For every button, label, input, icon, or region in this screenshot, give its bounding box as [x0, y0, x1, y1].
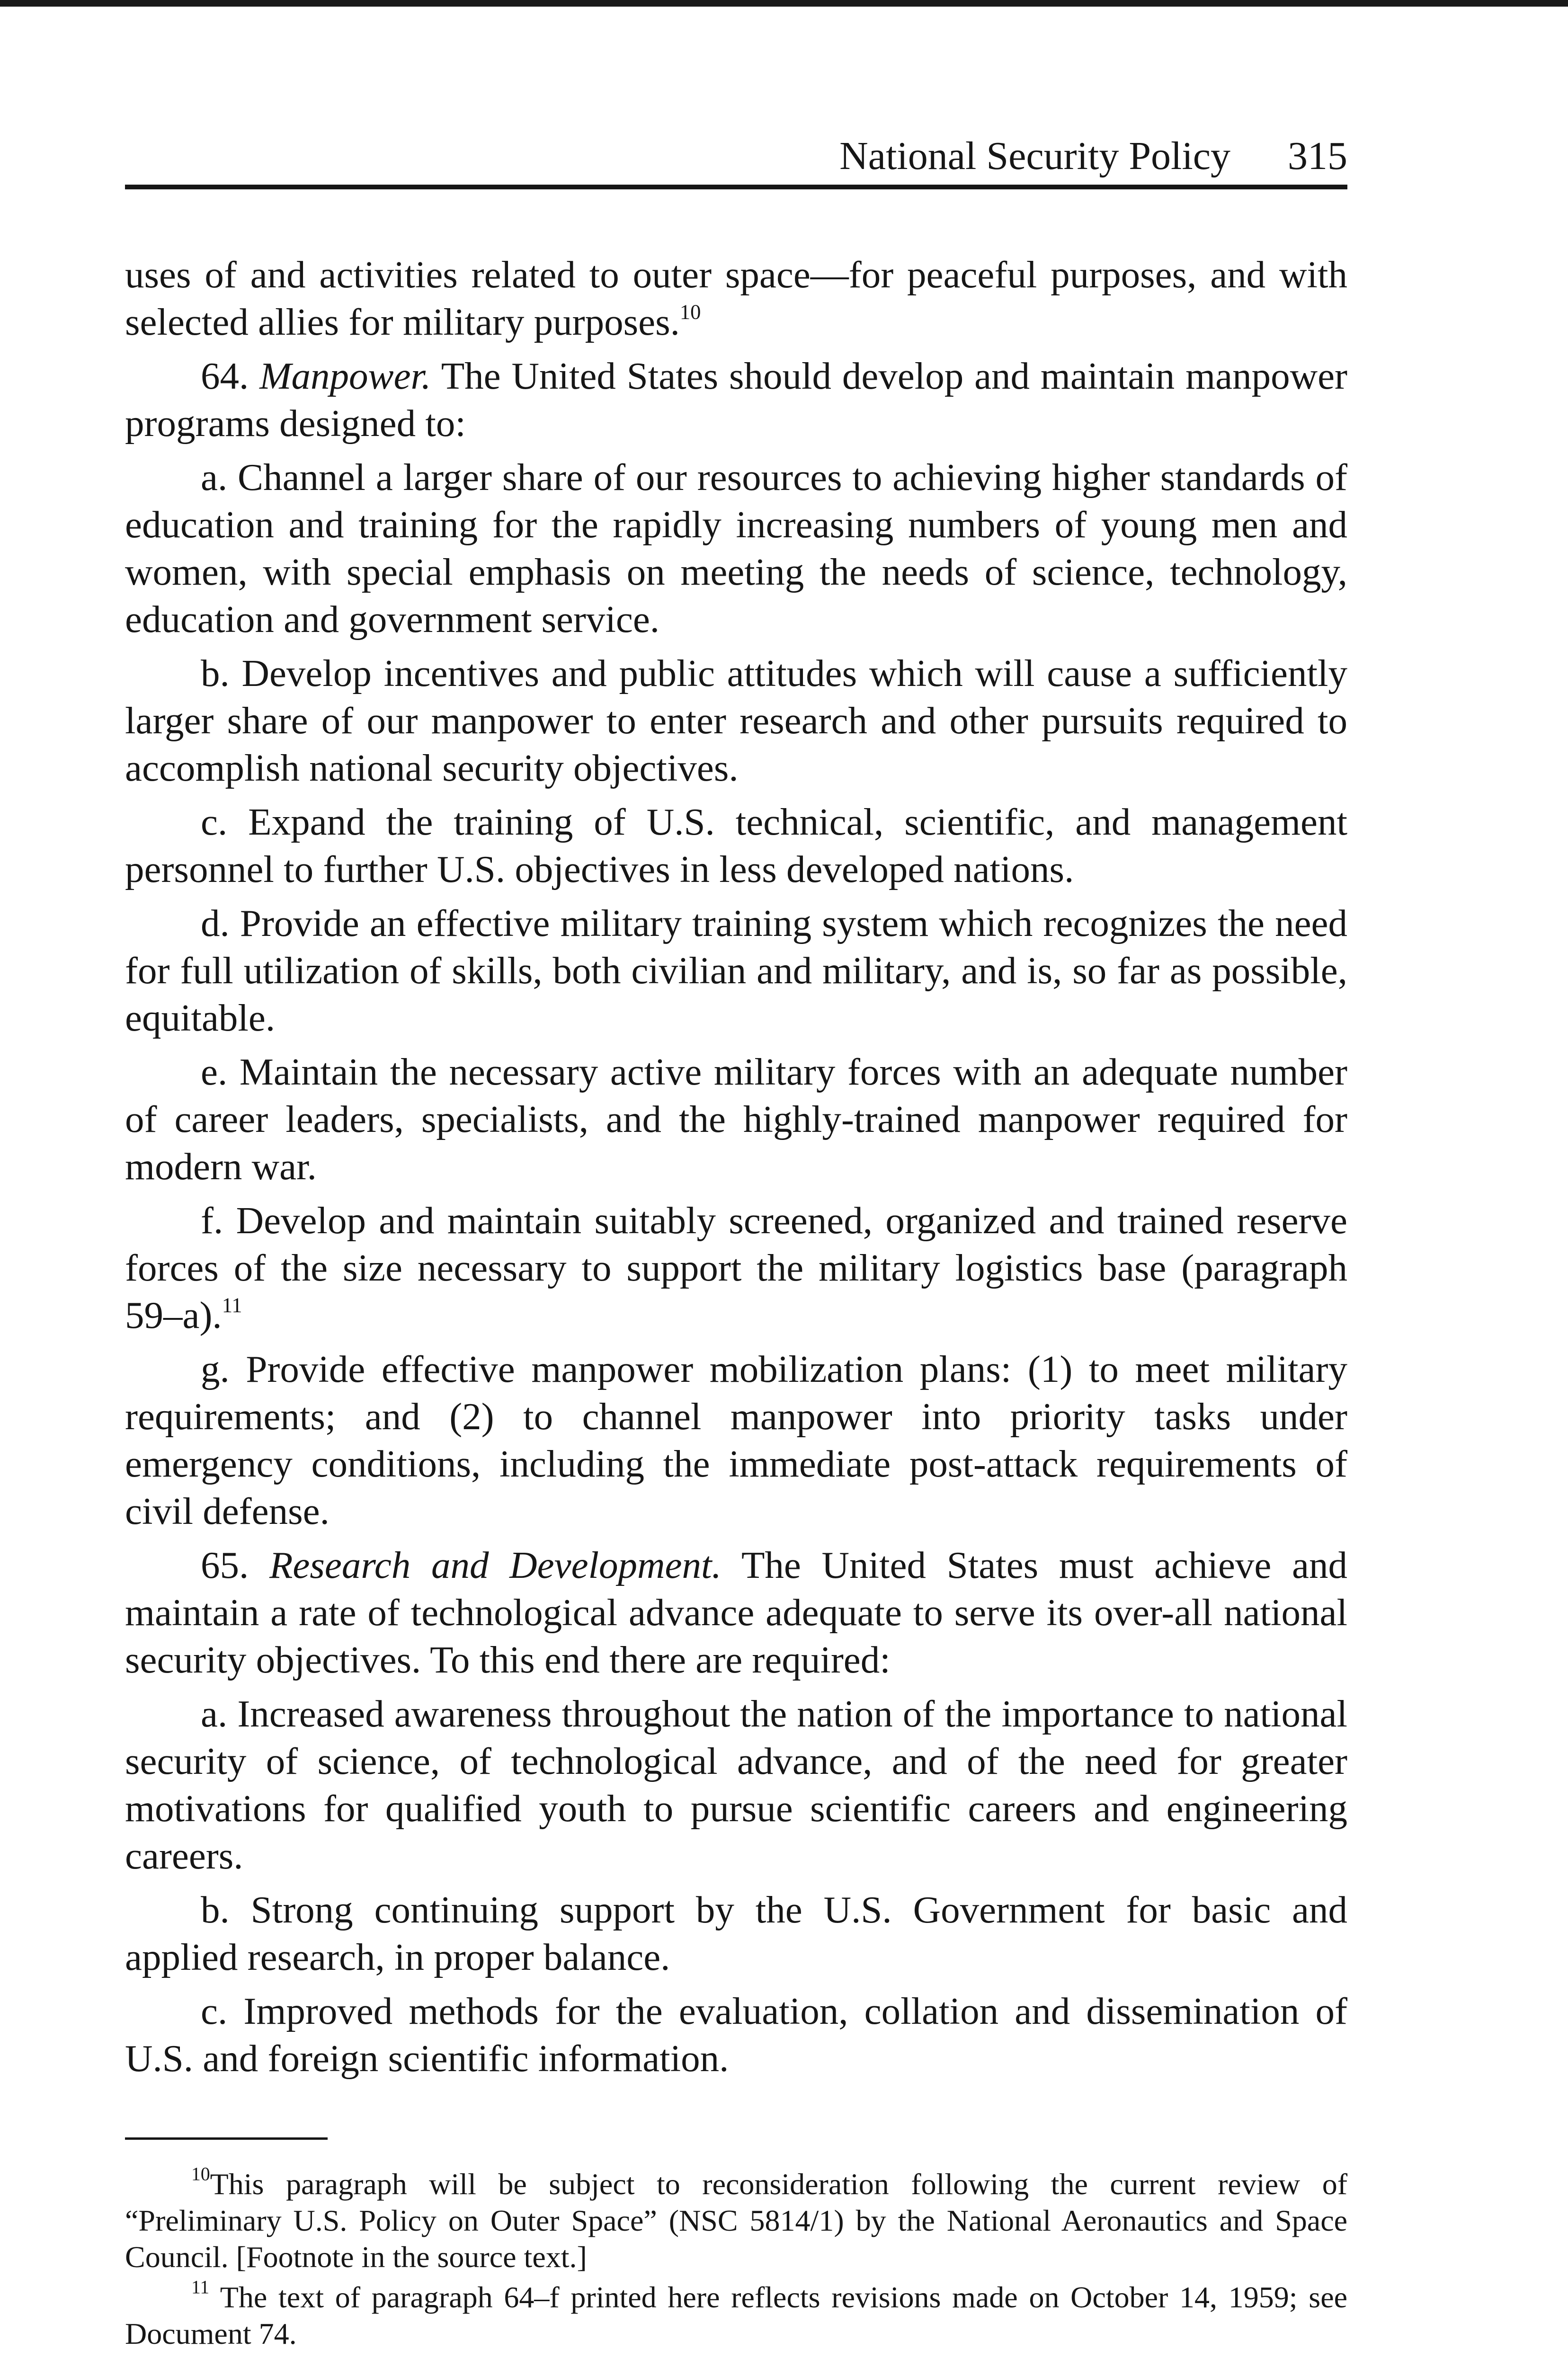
- paragraph-64f: [125, 1197, 1347, 1339]
- running-title: National Security Policy: [839, 134, 1230, 178]
- paragraph-outer-space-continued: [125, 251, 1347, 346]
- paragraph-64d: d. Provide an effective military training system which recognizes the need for full utilization of skills, both civilian and military, and is, so far as possible, equitable.: [125, 902, 1347, 1039]
- paragraph-heading: Manpower.: [259, 355, 431, 397]
- footnote-text: The text of paragraph 64–f printed here reflects revisions made on October 14, 1959; see Document 74.: [125, 2280, 1347, 2350]
- footnotes: [125, 2163, 1347, 2356]
- paragraph-64b: b. Develop incentives and public attitudes which will cause a sufficiently larger share of our manpower to enter research and other pursuits required to accomplish national security objectives.: [125, 652, 1347, 789]
- main-text: [125, 251, 1347, 2089]
- paragraph-64c: c. Expand the training of U.S. technical, scientific, and management personnel to further U.S. objectives in less developed nations.: [125, 801, 1347, 890]
- footnote-reference-11: 11: [222, 1293, 242, 1317]
- paragraph-64-manpower: [125, 352, 1347, 447]
- paragraph-65-research: [125, 1541, 1347, 1683]
- paragraph-text: f. Develop and maintain suitably screened, organized and trained reserve forces of the size necessary to support the military logistics base (paragraph 59–a).: [125, 1199, 1347, 1336]
- page-top-edge: [0, 0, 1568, 7]
- header-rule: [125, 185, 1347, 189]
- paragraph-text: The United States should develop and maintain manpower programs designed to:: [125, 355, 1347, 445]
- paragraph-65a: a. Increased awareness throughout the nation of the importance to national security of science, of technological advance, and of the need for greater motivations for qualified youth to pursue scientific careers and engineering careers.: [125, 1692, 1347, 1877]
- paragraph-text: The United States must achieve and maintain a rate of technological advance adequate to serve its over-all national security objectives. To this end there are required:: [125, 1544, 1348, 1681]
- footnote-text: This paragraph will be subject to reconsideration following the current review of “Preliminary U.S. Policy on Outer Space” (NSC 5814/1) by the National Aeronautics and Space Council. [Footnote in the source text.]: [125, 2167, 1347, 2274]
- paragraph-64a: a. Channel a larger share of our resources to achieving higher standards of education and training for the rapidly increasing numbers of young men and women, with special emphasis on meeting the needs of science, technology, education and government service.: [125, 456, 1347, 641]
- paragraph-64g: g. Provide effective manpower mobilization plans: (1) to meet military requirements; and (2) to channel manpower into priority tasks under emergency conditions, including the immediate post-attack requirements of civil defense.: [125, 1348, 1347, 1532]
- paragraph-heading: Research and Development.: [269, 1544, 722, 1586]
- footnote-marker: 10: [191, 2163, 210, 2185]
- page-number: 315: [1288, 134, 1347, 178]
- paragraph-64e: e. Maintain the necessary active military forces with an adequate number of career leaders, specialists, and the highly-trained manpower required for modern war.: [125, 1050, 1347, 1188]
- footnote-separator: [125, 2137, 328, 2140]
- footnote-marker: 11: [191, 2277, 210, 2298]
- paragraph-text: uses of and activities related to outer space—for peaceful purposes, and with selected allies for military purposes.: [125, 253, 1347, 343]
- footnote-11: [125, 2279, 1347, 2352]
- paragraph-number: 64.: [201, 355, 260, 397]
- footnote-reference-10: 10: [679, 300, 701, 324]
- footnote-10: [125, 2163, 1347, 2275]
- paragraph-number: 65.: [201, 1544, 269, 1586]
- paragraph-65c: c. Improved methods for the evaluation, collation and dissemination of U.S. and foreign scientific information.: [125, 1990, 1347, 2080]
- running-header: [125, 128, 1347, 185]
- paragraph-65b: b. Strong continuing support by the U.S. Government for basic and applied research, in proper balance.: [125, 1888, 1347, 1978]
